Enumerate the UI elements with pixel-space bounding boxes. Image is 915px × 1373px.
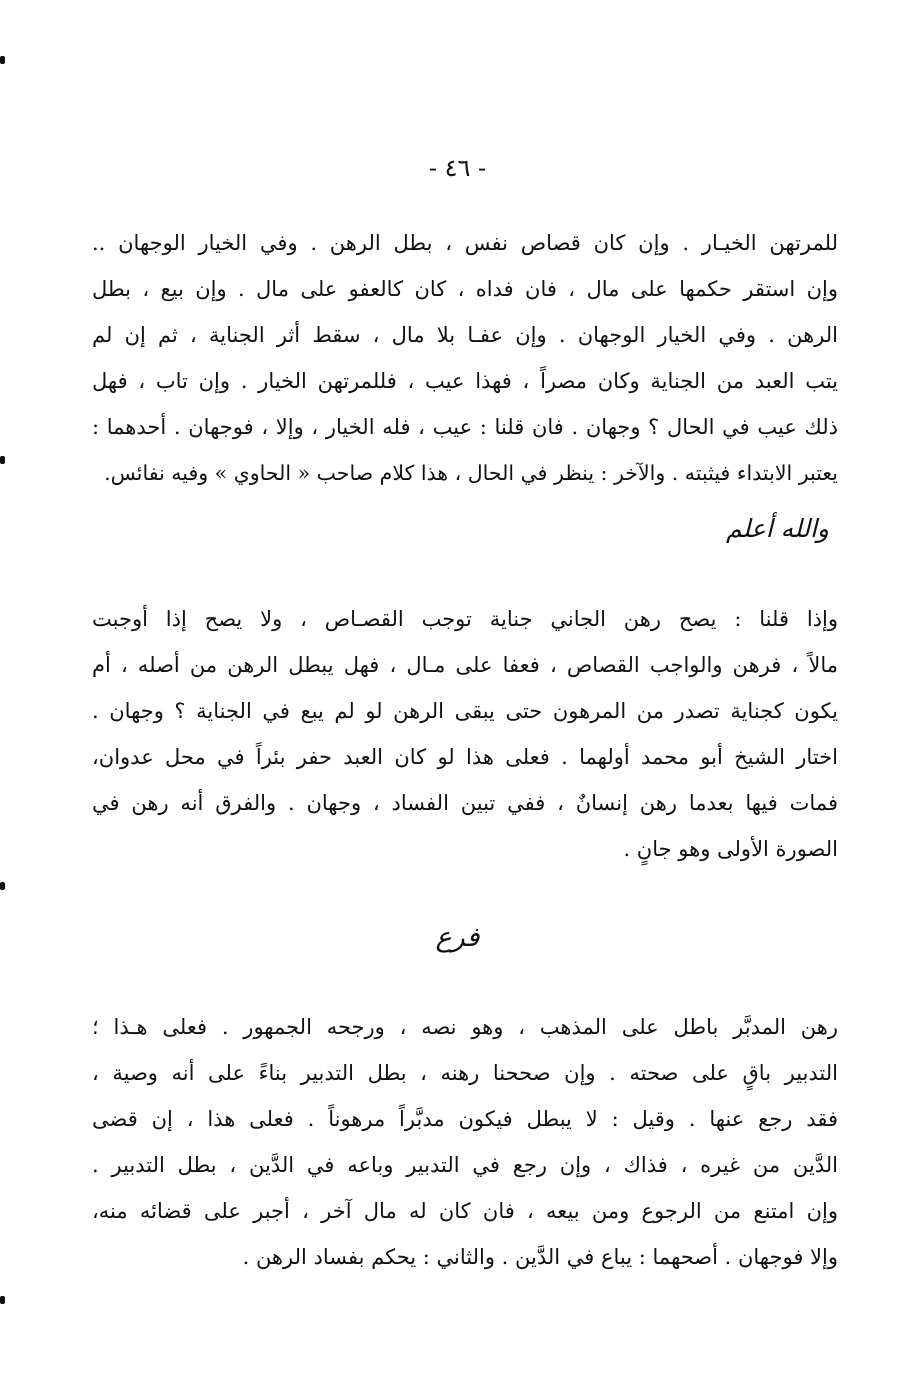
page-number: - ٤٦ - [428, 154, 487, 182]
scan-mark [0, 56, 5, 64]
text-line: الدَّين من غيره ، فذاك ، وإن رجع في التدبير وباعه في الدَّين ، بطل التدبير . [92, 1153, 838, 1177]
text-line: يعتبر الابتداء فيثبته . والآخر : ينظر في الحال ، هذا كلام صاحب « الحاوي » وفيه نفائس. [104, 461, 838, 485]
paragraph-2 [92, 596, 838, 872]
text-line: الرهن . وفي الخيار الوجهان . وإن عفـا بلا مال ، سقط أثر الجناية ، ثم إن لم [92, 323, 838, 347]
scan-mark [0, 1296, 5, 1304]
text-line: للمرتهن الخيـار . وإن كان قصاص نفس ، بطل الرهن . وفي الخيار الوجهان .. [92, 231, 838, 255]
scan-mark [0, 882, 5, 890]
closing-phrase: والله أعلم [725, 514, 829, 543]
paragraph-1 [92, 220, 838, 496]
text-line: التدبير باقٍ على صحته . وإن صححنا رهنه ، بطل التدبير بناءً على أنه وصية ، [92, 1061, 838, 1085]
text-line: يتب العبد من الجناية وكان مصراً ، فهذا عيب ، فللمرتهن الخيار . وإن تاب ، فهل [92, 369, 838, 393]
text-line: ذلك عيب في الحال ؟ وجهان . فان قلنا : عيب ، فله الخيار ، وإلا ، فوجهان . أحدهما : [92, 415, 838, 439]
text-line: وإذا قلنا : يصح رهن الجاني جناية توجب القصـاص ، ولا يصح إذا أوجبت [92, 607, 838, 631]
text-line: وإن امتنع من الرجوع ومن بيعه ، فان كان له مال آخر ، أجبر على قضائه منه، [92, 1199, 838, 1223]
scan-mark [0, 456, 5, 464]
text-line: يكون كجناية تصدر من المرهون حتى يبقى الرهن لو لم يبع في الجناية ؟ وجهان . [92, 699, 838, 723]
text-line: رهن المدبَّر باطل على المذهب ، وهو نصه ، ورجحه الجمهور . فعلى هـذا ؛ [92, 1015, 838, 1039]
paragraph-3 [92, 1004, 838, 1280]
text-line: وإن استقر حكمها على مال ، فان فداه ، كان كالعفو على مال . وإن بيع ، بطل [92, 277, 838, 301]
text-line: اختار الشيخ أبو محمد أولهما . فعلى هذا لو كان العبد حفر بئراً في محل عدوان، [92, 745, 838, 769]
text-line: مالاً ، فرهن والواجب القصاص ، فعفا على مـال ، فهل يبطل الرهن من أصله ، أم [92, 653, 838, 677]
text-line: فمات فيها بعدما رهن إنسانٌ ، ففي تبين الفساد ، وجهان . والفرق أنه رهن في [92, 791, 838, 815]
text-line: فقد رجع عنها . وقيل : لا يبطل فيكون مدبَّراً مرهوناً . فعلى هذا ، إن قضى [92, 1107, 838, 1131]
text-line: الصورة الأولى وهو جانٍ . [623, 837, 838, 861]
text-line: وإلا فوجهان . أصحهما : يباع في الدَّين . والثاني : يحكم بفساد الرهن . [242, 1245, 838, 1269]
section-heading: فرع [435, 922, 480, 953]
